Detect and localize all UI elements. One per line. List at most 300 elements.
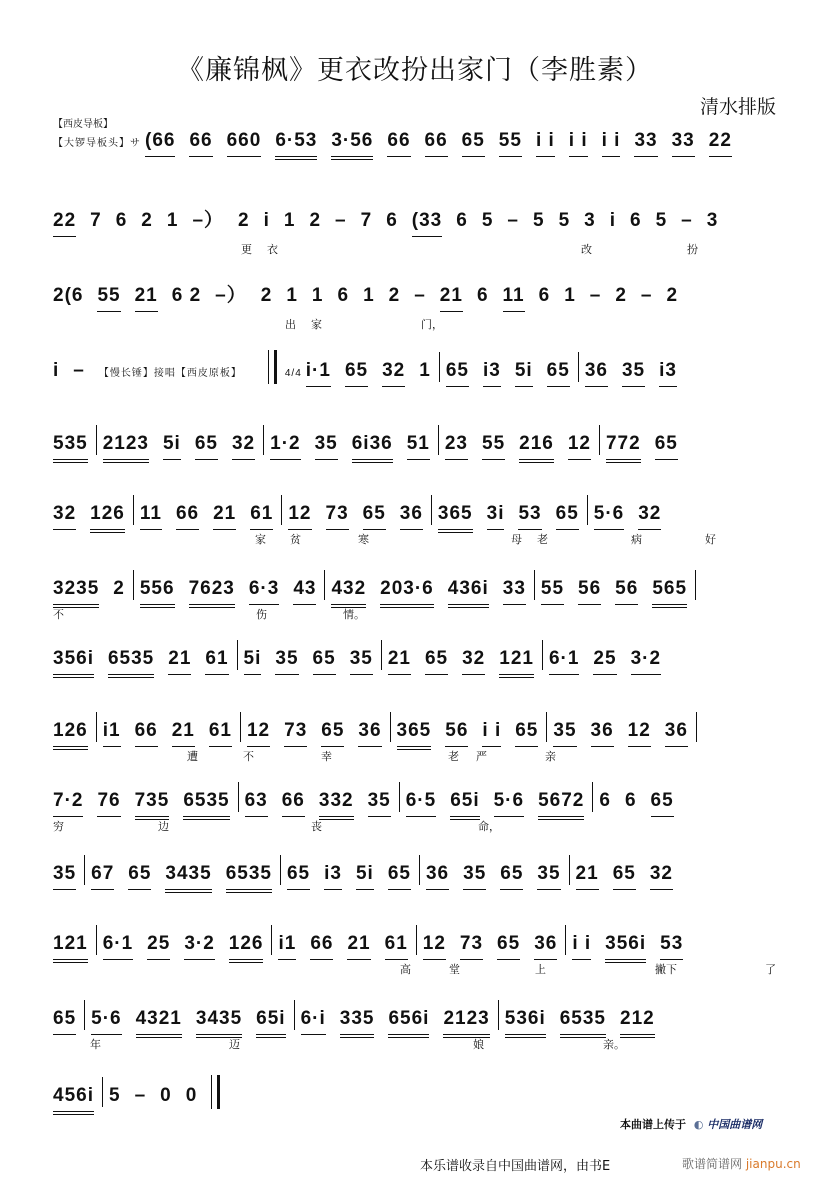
note-group: 335 bbox=[340, 1008, 375, 1038]
note-group: 556 bbox=[140, 578, 175, 608]
note-group: 35 bbox=[53, 863, 76, 890]
score-line bbox=[53, 640, 783, 690]
note-group: 65 bbox=[287, 863, 310, 890]
lyrics-line bbox=[53, 676, 783, 692]
note-group: 55 bbox=[541, 578, 564, 605]
note-group: 5 bbox=[532, 210, 545, 231]
note-group: i3 bbox=[659, 360, 677, 387]
note-group: 6 bbox=[386, 210, 398, 231]
note-group: 23 bbox=[445, 433, 468, 460]
barline bbox=[324, 570, 325, 600]
lyric-char: 命， bbox=[478, 820, 500, 833]
lyrics-line bbox=[53, 961, 783, 977]
lyric-char: 家 bbox=[255, 533, 266, 546]
note-group: 2 bbox=[113, 578, 125, 599]
score-line bbox=[53, 782, 783, 832]
barline bbox=[578, 352, 579, 382]
note-group: 21 bbox=[347, 933, 370, 960]
note-group: 67 bbox=[91, 863, 114, 890]
note-group: 121 bbox=[53, 933, 88, 963]
note-group: – bbox=[414, 285, 426, 306]
note-group: 12 bbox=[288, 503, 311, 530]
note-group: 21 bbox=[168, 648, 191, 675]
note-group: i i bbox=[572, 933, 591, 960]
note-sequence bbox=[53, 130, 746, 160]
score-line bbox=[53, 280, 783, 330]
note-group: 36 bbox=[358, 720, 381, 747]
note-group: 565 bbox=[652, 578, 687, 608]
note-group: 55 bbox=[97, 285, 120, 312]
note-group: 6535 bbox=[226, 863, 272, 893]
note-group: 11 bbox=[503, 285, 525, 312]
note-group: 12 bbox=[568, 433, 591, 460]
upload-credit bbox=[620, 1116, 762, 1132]
barline bbox=[294, 1000, 295, 1030]
note-group: 6535 bbox=[108, 648, 154, 678]
double-barline bbox=[211, 1075, 220, 1109]
note-group: 735 bbox=[135, 790, 170, 820]
note-group: 65i bbox=[256, 1008, 285, 1038]
note-group: 65 bbox=[313, 648, 336, 675]
section-label: 【慢长锤】接唱【西皮原板】 bbox=[98, 368, 242, 379]
note-group: 21 bbox=[576, 863, 599, 890]
note-group: 212 bbox=[620, 1008, 655, 1038]
note-group: 2123 bbox=[443, 1008, 489, 1038]
note-group: 5 bbox=[558, 210, 571, 231]
note-group: 6 bbox=[476, 285, 489, 306]
note-group: 36 bbox=[400, 503, 423, 530]
note-group: 332 bbox=[319, 790, 354, 820]
note-group: 36 bbox=[585, 360, 608, 387]
lyrics-line bbox=[53, 891, 783, 907]
note-group: 3·2 bbox=[631, 648, 661, 675]
lyric-char: 贫 bbox=[290, 533, 301, 546]
time-signature: 4/4 bbox=[284, 368, 302, 379]
score-line bbox=[53, 205, 783, 255]
note-group: 6 bbox=[538, 285, 551, 306]
note-group: (66 bbox=[145, 130, 175, 157]
note-group: 536i bbox=[505, 1008, 546, 1038]
lyric-char: 上 bbox=[535, 963, 546, 976]
note-group: 56 bbox=[445, 720, 468, 747]
score-line bbox=[53, 570, 783, 620]
note-group: 3435 bbox=[165, 863, 211, 893]
score-line bbox=[53, 425, 783, 475]
lyric-char: 严 bbox=[476, 750, 487, 763]
note-group: 7 bbox=[360, 210, 373, 231]
note-group: 5i bbox=[356, 863, 374, 890]
lyric-char: 边 bbox=[158, 820, 169, 833]
barline bbox=[546, 712, 547, 742]
note-group: 65 bbox=[195, 433, 218, 460]
note-group: i bbox=[53, 360, 60, 381]
lyric-char: 扮 bbox=[687, 243, 698, 256]
note-group: 121 bbox=[499, 648, 534, 678]
note-group: i i bbox=[602, 130, 621, 157]
arranger-credit: 清水排版 bbox=[700, 96, 777, 118]
lyrics-line bbox=[53, 818, 783, 834]
lyric-char: 病 bbox=[631, 533, 642, 546]
note-group: 66 bbox=[189, 130, 212, 157]
note-group: 3i bbox=[487, 503, 505, 530]
lyrics-line bbox=[53, 386, 783, 402]
note-group: 65 bbox=[345, 360, 368, 387]
barline bbox=[84, 1000, 85, 1030]
note-group: 2 bbox=[615, 285, 627, 306]
score-line bbox=[53, 130, 783, 180]
barline bbox=[133, 570, 134, 600]
note-group: 2 bbox=[238, 210, 250, 231]
note-group: 32 bbox=[650, 863, 673, 890]
note-sequence bbox=[53, 350, 691, 387]
note-group: i1 bbox=[103, 720, 121, 747]
note-group: i bbox=[263, 210, 270, 231]
note-group: 36 bbox=[591, 720, 614, 747]
note-group: 6 bbox=[624, 790, 637, 811]
note-group: 35 bbox=[350, 648, 373, 675]
lyric-char: 老 bbox=[448, 750, 459, 763]
note-group: 66 bbox=[425, 130, 448, 157]
watermark: 歌谱简谱网 jianpu.cn bbox=[682, 1157, 801, 1171]
note-group: 22 bbox=[709, 130, 732, 157]
note-group: 6·3 bbox=[249, 578, 279, 605]
note-group: 65i bbox=[450, 790, 479, 820]
note-group: – bbox=[335, 210, 347, 231]
note-group: 35 bbox=[315, 433, 338, 460]
note-group: 32 bbox=[53, 503, 76, 530]
note-group: 6 bbox=[630, 210, 642, 231]
barline bbox=[102, 1077, 103, 1107]
note-group: 6·53 bbox=[275, 130, 317, 160]
note-group: 1 bbox=[564, 285, 576, 306]
note-group: 1·2 bbox=[270, 433, 300, 460]
note-group: 21 bbox=[213, 503, 236, 530]
note-group: 3435 bbox=[196, 1008, 242, 1038]
lyric-char: 亲。 bbox=[603, 1038, 625, 1051]
note-group: 35 bbox=[622, 360, 645, 387]
note-group: 2 bbox=[141, 210, 153, 231]
lyric-char: 迈 bbox=[229, 1038, 240, 1051]
lyric-char: 娘 bbox=[473, 1038, 484, 1051]
note-group: 55 bbox=[499, 130, 522, 157]
note-group: 21 bbox=[135, 285, 158, 312]
note-sequence bbox=[53, 205, 732, 237]
note-group: 203·6 bbox=[380, 578, 434, 608]
barline bbox=[431, 495, 432, 525]
note-group: 5·6 bbox=[494, 790, 524, 817]
note-group: – bbox=[507, 210, 519, 231]
note-group: i i bbox=[482, 720, 501, 747]
note-group: i i bbox=[569, 130, 588, 157]
note-group: 35 bbox=[275, 648, 298, 675]
note-group: 456i bbox=[53, 1085, 94, 1115]
note-group: 2 bbox=[388, 285, 401, 306]
note-sequence bbox=[53, 495, 675, 533]
barline bbox=[416, 925, 417, 955]
note-group: 3·2 bbox=[184, 933, 214, 960]
note-group: 356i bbox=[605, 933, 646, 963]
note-group: 36 bbox=[534, 933, 557, 960]
note-group: 4321 bbox=[136, 1008, 182, 1038]
note-group: 21 bbox=[388, 648, 411, 675]
note-sequence bbox=[53, 425, 692, 463]
lyric-char: 寒 bbox=[358, 533, 369, 546]
note-group: i·1 bbox=[306, 360, 331, 387]
barline bbox=[438, 425, 439, 455]
lyric-char: 撇下 bbox=[655, 963, 677, 976]
note-group: – bbox=[681, 210, 693, 231]
note-group: 126 bbox=[53, 720, 88, 750]
lyric-char: 不 bbox=[53, 608, 64, 621]
note-group: 73 bbox=[326, 503, 349, 530]
lyric-char: 了 bbox=[765, 963, 776, 976]
note-group: 61 bbox=[250, 503, 273, 530]
note-group: 35 bbox=[537, 863, 560, 890]
note-group: 1 bbox=[286, 285, 298, 306]
note-group: 3235 bbox=[53, 578, 99, 608]
score-line bbox=[53, 350, 783, 400]
note-group: 55 bbox=[482, 433, 505, 460]
note-group: 365 bbox=[438, 503, 473, 533]
note-group: 5i bbox=[515, 360, 533, 387]
source-note: 本乐谱收录自中国曲谱网，由书E bbox=[420, 1159, 611, 1174]
mode-label: 【西皮导板】 bbox=[53, 119, 113, 130]
note-group: 65 bbox=[613, 863, 636, 890]
note-group: 53 bbox=[660, 933, 683, 960]
note-group: 1 bbox=[166, 210, 179, 231]
note-sequence bbox=[53, 925, 697, 963]
note-group: 32 bbox=[462, 648, 485, 675]
barline bbox=[390, 712, 391, 742]
note-group: 6 bbox=[337, 285, 350, 306]
barline bbox=[419, 855, 420, 885]
note-group: – bbox=[640, 285, 653, 306]
note-group: 66 bbox=[176, 503, 199, 530]
note-group: i3 bbox=[483, 360, 501, 387]
barline bbox=[263, 425, 264, 455]
score-line bbox=[53, 925, 783, 975]
barline bbox=[587, 495, 588, 525]
note-group: 772 bbox=[606, 433, 641, 463]
barline bbox=[381, 640, 382, 670]
barline bbox=[133, 495, 134, 525]
page-title: 《廉锦枫》更衣改扮出家门（李胜素） bbox=[177, 55, 653, 86]
note-group: 35 bbox=[368, 790, 391, 817]
note-group: i bbox=[609, 210, 616, 231]
lyric-char: 老 bbox=[537, 533, 548, 546]
lyric-char: 亲 bbox=[545, 750, 556, 763]
lyric-char: 更 bbox=[241, 243, 252, 256]
note-group: 12 bbox=[423, 933, 446, 960]
note-group: 6i36 bbox=[352, 433, 393, 463]
note-group: 7623 bbox=[189, 578, 235, 608]
barline bbox=[696, 712, 697, 742]
note-group: 35 bbox=[553, 720, 576, 747]
note-group: 6535 bbox=[560, 1008, 606, 1038]
note-sequence bbox=[53, 280, 692, 312]
note-group: i1 bbox=[278, 933, 296, 960]
lyrics-line bbox=[53, 748, 783, 764]
barline bbox=[84, 855, 85, 885]
note-group: 6·i bbox=[301, 1008, 326, 1035]
note-group: 65 bbox=[388, 863, 411, 890]
note-group: 63 bbox=[245, 790, 268, 817]
barline bbox=[280, 855, 281, 885]
note-group: 66 bbox=[282, 790, 305, 817]
lyric-char: 母 bbox=[511, 533, 522, 546]
lyric-char: 不 bbox=[243, 750, 254, 763]
note-group: 216 bbox=[519, 433, 554, 463]
note-group: 65 bbox=[651, 790, 674, 817]
note-group: 43 bbox=[293, 578, 316, 605]
barline bbox=[238, 782, 239, 812]
barline bbox=[96, 425, 97, 455]
barline bbox=[534, 570, 535, 600]
note-sequence bbox=[53, 1075, 228, 1115]
note-group: 2 bbox=[666, 285, 679, 306]
note-group: 1 bbox=[283, 210, 296, 231]
barline bbox=[695, 570, 696, 600]
note-group: 35 bbox=[463, 863, 486, 890]
lyric-char: 情。 bbox=[343, 608, 365, 621]
note-sequence bbox=[53, 640, 675, 678]
lyric-char: 穷 bbox=[53, 820, 64, 833]
note-group: 2123 bbox=[103, 433, 149, 463]
note-group: 36 bbox=[426, 863, 449, 890]
barline bbox=[565, 925, 566, 955]
note-group: –） bbox=[192, 210, 225, 231]
note-group: 6 bbox=[115, 210, 128, 231]
note-group: – bbox=[589, 285, 602, 306]
note-group: – bbox=[134, 1085, 147, 1106]
note-group: 33 bbox=[672, 130, 695, 157]
lyric-char: 门， bbox=[421, 318, 443, 331]
barline bbox=[498, 1000, 499, 1030]
note-group: 32 bbox=[382, 360, 405, 387]
note-group: 36 bbox=[665, 720, 688, 747]
barline bbox=[439, 352, 440, 382]
note-group: 12 bbox=[628, 720, 651, 747]
lyric-char: 丧 bbox=[311, 820, 322, 833]
note-group: 65 bbox=[547, 360, 570, 387]
lyrics-line bbox=[53, 1036, 783, 1052]
note-group: 12 bbox=[247, 720, 270, 747]
upload-label: 本曲谱上传于 bbox=[620, 1118, 686, 1131]
note-group: 1 bbox=[363, 285, 375, 306]
note-group: 56 bbox=[615, 578, 638, 605]
note-group: 0 bbox=[160, 1085, 172, 1106]
note-group: 76 bbox=[97, 790, 120, 817]
note-sequence bbox=[53, 570, 702, 608]
note-sequence bbox=[53, 855, 687, 893]
note-group: 61 bbox=[385, 933, 408, 960]
note-group: 6 bbox=[599, 790, 611, 811]
note-group: 1 bbox=[419, 360, 431, 381]
score-line bbox=[53, 855, 783, 905]
note-group: 65 bbox=[497, 933, 520, 960]
barline bbox=[237, 640, 238, 670]
note-group: (33 bbox=[412, 210, 442, 237]
note-group: 65 bbox=[556, 503, 579, 530]
note-group: 436i bbox=[448, 578, 489, 608]
note-group: 33 bbox=[634, 130, 657, 157]
note-group: 56 bbox=[578, 578, 601, 605]
score-line bbox=[53, 712, 783, 762]
barline bbox=[569, 855, 570, 885]
note-group: –） bbox=[215, 285, 247, 306]
lyric-char: 年 bbox=[90, 1038, 101, 1051]
note-group: 65 bbox=[515, 720, 538, 747]
note-group: 65 bbox=[500, 863, 523, 890]
note-group: 32 bbox=[232, 433, 255, 460]
note-group: 61 bbox=[209, 720, 232, 747]
note-sequence bbox=[53, 1000, 669, 1038]
lyric-char: 堂 bbox=[449, 963, 460, 976]
note-group: 5 bbox=[655, 210, 668, 231]
double-barline bbox=[268, 350, 277, 384]
site-logo[interactable]: ◐ 中国曲谱网 bbox=[693, 1118, 763, 1131]
lyric-char: 家 bbox=[311, 318, 322, 331]
lyrics-line bbox=[53, 461, 783, 477]
note-group: 25 bbox=[147, 933, 170, 960]
lyric-char: 幸 bbox=[321, 750, 332, 763]
note-group: 65 bbox=[363, 503, 386, 530]
note-group: 66 bbox=[310, 933, 333, 960]
note-group: 51 bbox=[407, 433, 430, 460]
note-group: 53 bbox=[518, 503, 541, 530]
note-group: 126 bbox=[90, 503, 125, 533]
lyric-char: 改 bbox=[581, 243, 592, 256]
note-group: 65 bbox=[53, 1008, 76, 1035]
score-line bbox=[53, 495, 783, 545]
lyrics-line bbox=[53, 241, 783, 257]
note-sequence bbox=[53, 712, 703, 750]
note-group: 6 bbox=[456, 210, 468, 231]
note-group: 65 bbox=[425, 648, 448, 675]
note-group: 6535 bbox=[183, 790, 229, 820]
lyric-char: 出 bbox=[285, 318, 296, 331]
barline bbox=[592, 782, 593, 812]
note-group: 73 bbox=[460, 933, 483, 960]
note-group: 6·1 bbox=[103, 933, 133, 960]
barline bbox=[542, 640, 543, 670]
note-group: 65 bbox=[655, 433, 678, 460]
note-group: 365 bbox=[397, 720, 432, 750]
note-group: 11 bbox=[140, 503, 162, 530]
note-group: 32 bbox=[638, 503, 661, 530]
note-group: 6·1 bbox=[549, 648, 579, 675]
note-group: 535 bbox=[53, 433, 88, 463]
note-group: – bbox=[73, 360, 85, 381]
note-group: 5 bbox=[481, 210, 494, 231]
note-group: 65 bbox=[128, 863, 151, 890]
note-group: 5672 bbox=[538, 790, 584, 820]
lyric-char: 高 bbox=[400, 963, 411, 976]
note-group: 356i bbox=[53, 648, 94, 678]
note-group: i i bbox=[536, 130, 555, 157]
note-group: 656i bbox=[388, 1008, 429, 1038]
note-group: 432 bbox=[331, 578, 366, 608]
note-group: 65 bbox=[462, 130, 485, 157]
note-group: 25 bbox=[593, 648, 616, 675]
note-group: 2 bbox=[260, 285, 273, 306]
note-group: 2 bbox=[309, 210, 322, 231]
note-group: 126 bbox=[229, 933, 264, 963]
note-group: 66 bbox=[387, 130, 410, 157]
barline bbox=[599, 425, 600, 455]
note-group: 3 bbox=[584, 210, 596, 231]
lyric-char: 遭 bbox=[187, 750, 198, 763]
